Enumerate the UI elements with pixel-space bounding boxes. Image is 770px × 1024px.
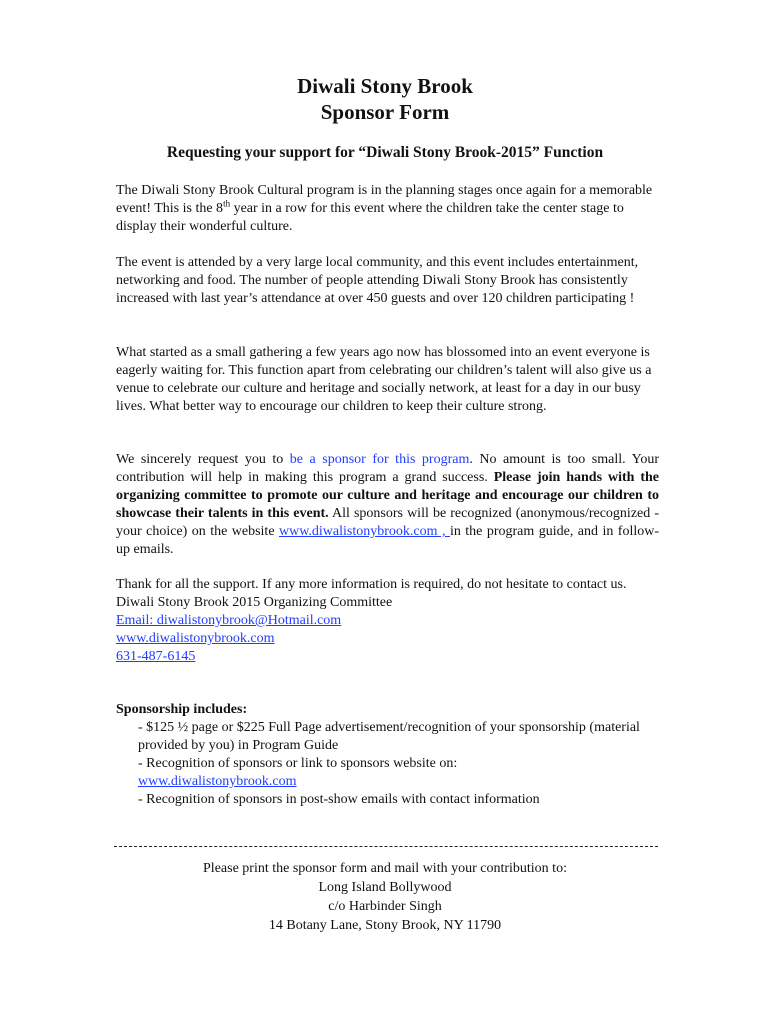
intro-text-part2: year in a row for this event where the children take the center stage to display their wonderful culture. [116, 201, 624, 234]
attendance-paragraph: The event is attended by a very large local community, and this event includes entertainment, networking and food. The number of people attending Diwali Stony Brook has consistently increased with last year’s attendance at over 450 guests and over 120 children participating ! [116, 255, 639, 306]
mailing-instruction: Please print the sponsor form and mail with your contribution to: [203, 861, 567, 876]
mailing-care-of: c/o Harbinder Singh [328, 899, 442, 914]
website-link-inline[interactable]: www.diwalistonybrook.com , [279, 524, 450, 539]
history-paragraph: What started as a small gathering a few years ago now has blossomed into an event everyone is eagerly waiting for. This function apart from celebrating our children’s talent will also give us a venue to celebrate our culture and heritage and socially network, at least for a day in our busy lives. What better way to encourage our children to keep their culture strong. [116, 345, 652, 414]
mailing-street-address: 14 Botany Lane, Stony Brook, NY 11790 [268, 918, 502, 933]
mailing-address-block [0, 859, 770, 935]
sponsorship-heading: Sponsorship includes: [116, 702, 248, 717]
intro-text-part1: The Diwali Stony Brook Cultural program is in the planning stages once again for a memorable event! This is the 8 [116, 183, 653, 216]
request-text-part4: in the program guide, and in follow-up emails. [116, 524, 659, 557]
thanks-text: Thank for all the support. If any more information is required, do not hesitate to contact us. [116, 577, 627, 592]
request-text-part1: We sincerely request you to [116, 452, 290, 467]
sponsorship-website-link[interactable]: www.diwalistonybrook.com [138, 774, 297, 789]
request-text-part2: . No amount is too small. Your contribution will help in making this program a grand success. [116, 452, 660, 485]
intro-superscript: th [223, 198, 231, 209]
request-text-part3: All sponsors will be recognized (anonymous/recognized - your choice) on the website [116, 506, 660, 539]
website-link[interactable]: www.diwalistonybrook.com [116, 631, 275, 646]
page-subtitle: Requesting your support for “Diwali Stony Brook-2015” Function [166, 144, 604, 161]
mailing-organization: Long Island Bollywood [318, 880, 452, 895]
page-title-line2: Sponsor Form [320, 100, 450, 124]
email-link[interactable]: Email: diwalistonybrook@Hotmail.com [116, 613, 342, 628]
intro-paragraph [116, 182, 659, 236]
sponsorship-item-link: - Recognition of sponsors or link to sponsors website on: [138, 756, 458, 771]
sponsorship-item-emails: - Recognition of sponsors in post-show emails with contact information [138, 792, 540, 807]
request-paragraph [116, 451, 659, 559]
contact-block [116, 576, 659, 666]
request-bold-text: Please join hands with the organizing committee to promote our culture and heritage and encourage our children to showcase their talents in this event. [116, 470, 660, 521]
sponsorship-block [116, 701, 659, 809]
sponsorship-item-ad: - $125 ½ page or $225 Full Page advertisement/recognition of your sponsorship (material provided by you) in Program Guide [138, 720, 640, 753]
dashed-divider [114, 846, 658, 847]
page-title-line1: Diwali Stony Brook [297, 74, 473, 98]
phone-link[interactable]: 631-487-6145 [116, 649, 196, 664]
committee-name: Diwali Stony Brook 2015 Organizing Committee [116, 595, 393, 610]
sponsor-highlight-text: be a sponsor for this program [289, 452, 470, 467]
